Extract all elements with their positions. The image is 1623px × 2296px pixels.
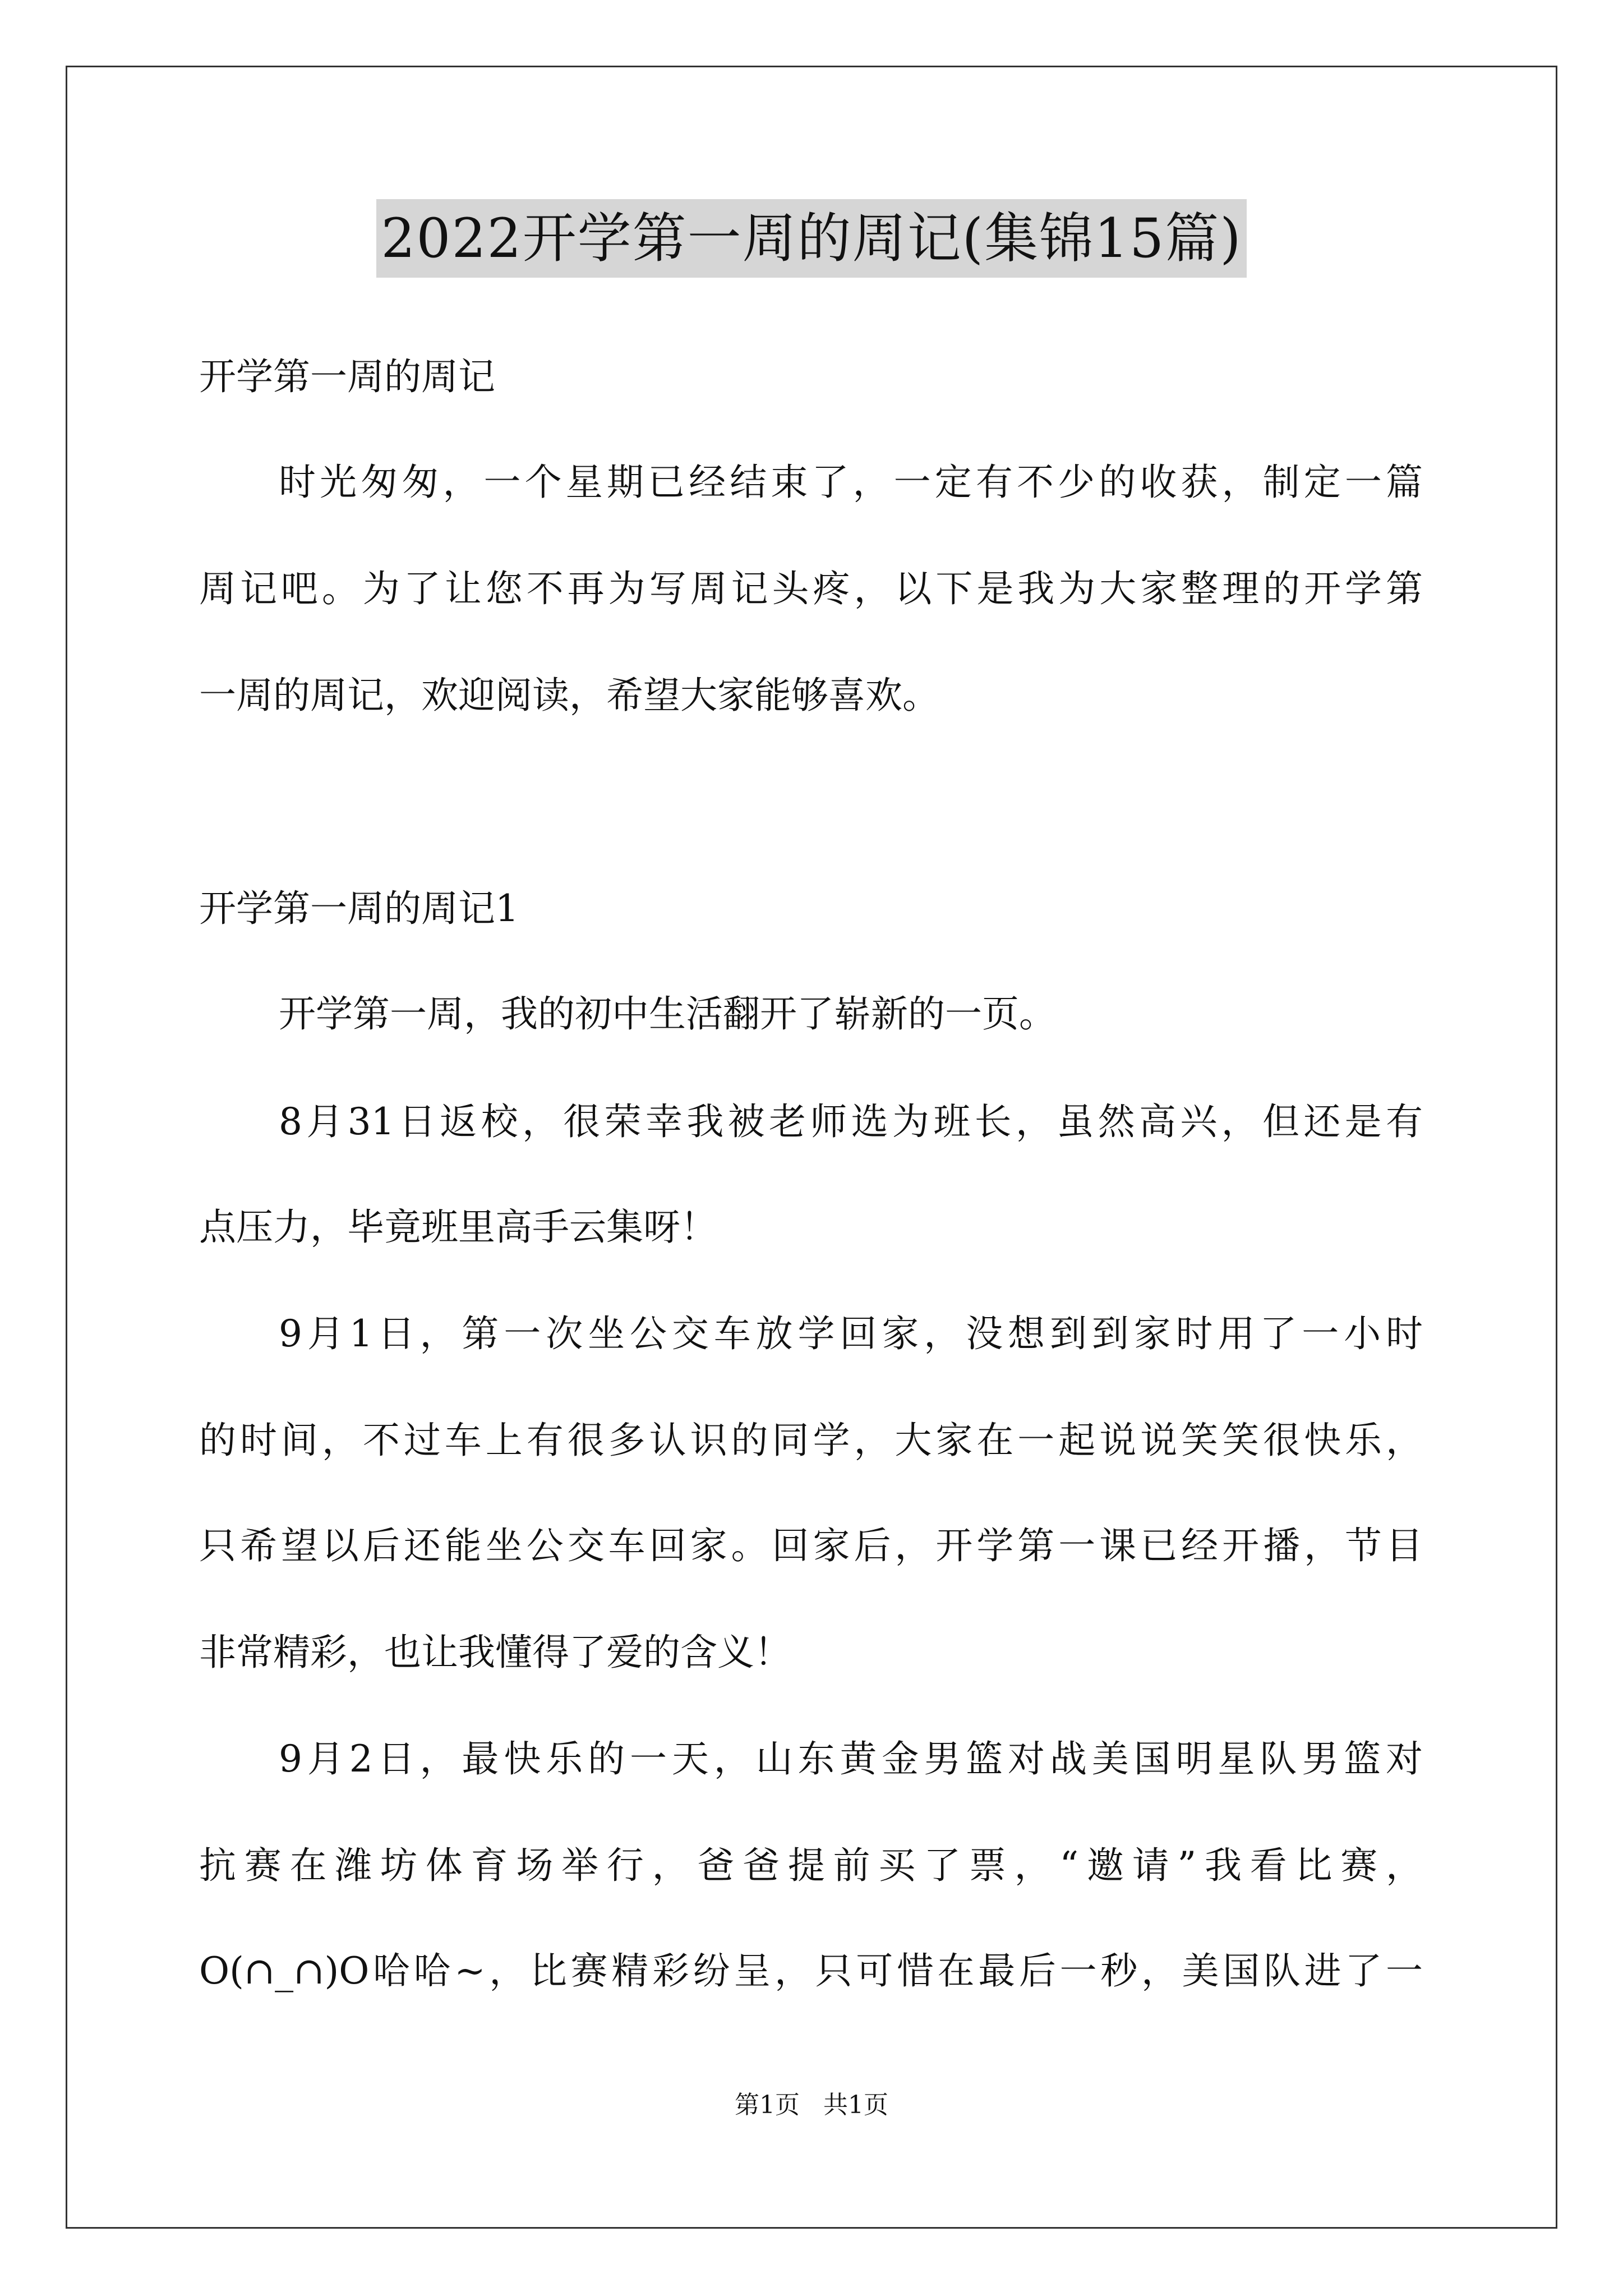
section-heading: 开学第一周的周记 [199,355,495,398]
section-heading: 开学第一周的周记1 [199,887,519,930]
page-count: 共1页 [823,2091,888,2119]
page-number: 第1页 [735,2091,800,2119]
title-container [0,199,1623,278]
paragraph-line: 抗赛在潍坊体育场举行，爸爸提前买了票，“邀请”我看比赛， [199,1844,1423,1887]
page-footer [0,2088,1623,2122]
paragraph-line: O(∩_∩)O哈哈~，比赛精彩纷呈，只可惜在最后一秒，美国队进了一 [199,1949,1423,1993]
paragraph-line: 开学第一周，我的初中生活翻开了崭新的一页。 [279,992,1056,1036]
paragraph-line: 非常精彩，也让我懂得了爱的含义！ [199,1631,791,1674]
paragraph-line: 9月2日，最快乐的一天，山东黄金男篮对战美国明星队男篮对 [279,1737,1423,1780]
paragraph-line: 点压力，毕竟班里高手云集呀！ [199,1205,717,1249]
paragraph-line: 9月1日，第一次坐公交车放学回家，没想到到家时用了一小时 [279,1312,1423,1355]
document-title: 2022开学第一周的周记(集锦15篇) [376,199,1246,278]
paragraph-line: 时光匆匆，一个星期已经结束了，一定有不少的收获，制定一篇 [279,461,1423,504]
paragraph-line: 的时间，不过车上有很多认识的同学，大家在一起说说笑笑很快乐， [199,1419,1423,1462]
paragraph-line: 一周的周记，欢迎阅读，希望大家能够喜欢。 [199,674,939,717]
paragraph-line: 8月31日返校，很荣幸我被老师选为班长，虽然高兴，但还是有 [279,1100,1423,1143]
paragraph-line: 周记吧。为了让您不再为写周记头疼，以下是我为大家整理的开学第 [199,567,1423,610]
paragraph-line: 只希望以后还能坐公交车回家。回家后，开学第一课已经开播，节目 [199,1524,1423,1567]
